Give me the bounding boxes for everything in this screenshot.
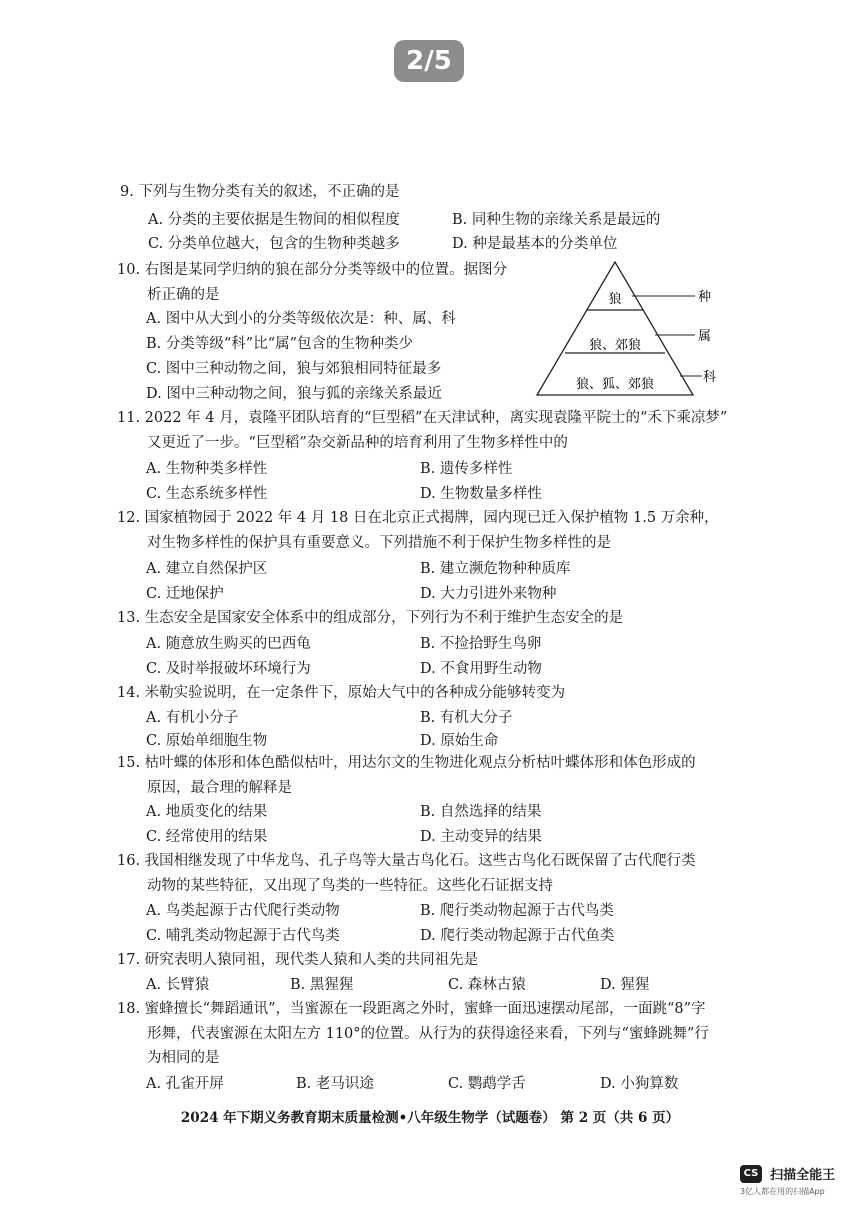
q14-option-c: C. 原始单细胞生物 bbox=[146, 733, 268, 749]
question-11-stem: 11. 2022 年 4 月，袁隆平团队培育的“巨型稻”在天津试种，离实现袁隆平院士的“禾下乘凉梦” 又更近了一步。“巨型稻”杂交新品种的培育利用了生物多样性中的 bbox=[117, 410, 728, 451]
q16-option-a: A. 鸟类起源于古代爬行类动物 bbox=[146, 903, 340, 919]
scanner-watermark bbox=[740, 1163, 848, 1197]
q15-option-c: C. 经常使用的结果 bbox=[146, 829, 268, 845]
question-16-stem: 16. 我国相继发现了中华龙鸟、孔子鸟等大量古鸟化石。这些古鸟化石既保留了古代爬行类 动物的某些特征，又出现了鸟类的一些特征。这些化石证据支持 bbox=[117, 853, 696, 894]
q12-option-a: A. 建立自然保护区 bbox=[146, 561, 268, 577]
q12-option-d: D. 大力引进外来物种 bbox=[420, 586, 557, 602]
q15-option-a: A. 地质变化的结果 bbox=[146, 804, 268, 820]
q17-option-a: A. 长臂猿 bbox=[146, 977, 210, 993]
question-9-stem: 9. 下列与生物分类有关的叙述，不正确的是 bbox=[120, 184, 400, 200]
q12-option-b: B. 建立濒危物种种质库 bbox=[420, 561, 571, 577]
question-17-stem: 17. 研究表明人猿同祖，现代类人猿和人类的共同祖先是 bbox=[117, 952, 479, 968]
q18-option-b: B. 老马识途 bbox=[296, 1076, 374, 1092]
q14-option-a: A. 有机小分子 bbox=[146, 710, 239, 726]
question-12-stem: 12. 国家植物园于 2022 年 4 月 18 日在北京正式揭牌，园内现已迁入保护植物 1.5 万余种， 对生物多样性的保护具有重要意义。下列措施不利于保护生物多样性的是 bbox=[117, 510, 719, 551]
q18-option-d: D. 小狗算数 bbox=[600, 1076, 679, 1092]
scanner-app-name: 扫描全能王 bbox=[770, 1168, 836, 1183]
q13-option-c: C. 及时举报破坏环境行为 bbox=[146, 661, 311, 677]
rank-label-species: 种 bbox=[698, 290, 712, 305]
q11-option-d: D. 生物数量多样性 bbox=[420, 486, 542, 502]
q10-option-a: A. 图中从大到小的分类等级依次是：种、属、科 bbox=[146, 311, 456, 327]
q13-option-b: B. 不捡拾野生鸟卵 bbox=[420, 636, 542, 652]
question-18-stem: 18. 蜜蜂擅长“舞蹈通讯”，当蜜源在一段距离之外时，蜜蜂一面迅速摆动尾部，一面跳“8”字 形舞，代表蜜源在太阳左方 110°的位置。从行为的获得途径来看，下列与“蜜蜂跳舞”行 为相同的是 bbox=[117, 1001, 709, 1066]
rank-label-family: 科 bbox=[703, 370, 717, 385]
page-footer: 2024 年下期义务教育期末质量检测•八年级生物学（试题卷） 第 2 页（共 6 页） bbox=[180, 1110, 680, 1126]
q16-option-c: C. 哺乳类动物起源于古代鸟类 bbox=[146, 928, 340, 944]
q17-option-d: D. 猩猩 bbox=[600, 977, 650, 993]
pyramid-level-1: 狼 bbox=[608, 292, 622, 307]
q12-option-c: C. 迁地保护 bbox=[146, 586, 224, 602]
q9-option-d: D. 种是最基本的分类单位 bbox=[452, 236, 618, 252]
question-13-stem: 13. 生态安全是国家安全体系中的组成部分，下列行为不利于维护生态安全的是 bbox=[117, 610, 624, 626]
classification-pyramid-diagram bbox=[530, 258, 730, 403]
q15-option-d: D. 主动变异的结果 bbox=[420, 829, 542, 845]
q16-option-b: B. 爬行类动物起源于古代鸟类 bbox=[420, 903, 614, 919]
q15-option-b: B. 自然选择的结果 bbox=[420, 804, 542, 820]
q13-option-d: D. 不食用野生动物 bbox=[420, 661, 542, 677]
pyramid-outline bbox=[537, 262, 693, 395]
q11-option-a: A. 生物种类多样性 bbox=[146, 461, 268, 477]
q13-option-a: A. 随意放生购买的巴西龟 bbox=[146, 636, 311, 652]
q9-option-c: C. 分类单位越大，包含的生物种类越多 bbox=[148, 236, 400, 252]
q10-option-b: B. 分类等级“科”比“属”包含的生物种类少 bbox=[146, 336, 414, 352]
rank-label-genus: 属 bbox=[698, 329, 712, 344]
question-10-stem: 10. 右图是某同学归纳的狼在部分分类等级中的位置。据图分 析正确的是 bbox=[117, 262, 508, 303]
question-15-stem: 15. 枯叶蝶的体形和体色酷似枯叶，用达尔文的生物进化观点分析枯叶蝶体形和体色形成的 原因，最合理的解释是 bbox=[117, 755, 696, 796]
q9-option-b: B. 同种生物的亲缘关系是最远的 bbox=[452, 212, 661, 228]
q17-option-b: B. 黑猩猩 bbox=[290, 977, 354, 993]
q9-option-a: A. 分类的主要依据是生物间的相似程度 bbox=[148, 212, 400, 228]
q14-option-d: D. 原始生命 bbox=[420, 733, 499, 749]
pyramid-level-3: 狼、狐、郊狼 bbox=[575, 377, 655, 392]
scanner-tagline: 3亿人都在用的扫描App bbox=[740, 1187, 825, 1196]
q18-option-c: C. 鹦鹉学舌 bbox=[448, 1076, 526, 1092]
pyramid-level-2: 狼、郊狼 bbox=[588, 338, 642, 353]
q18-option-a: A. 孔雀开屏 bbox=[146, 1076, 224, 1092]
q17-option-c: C. 森林古猿 bbox=[448, 977, 526, 993]
q10-option-d: D. 图中三种动物之间，狼与狐的亲缘关系最近 bbox=[146, 386, 442, 402]
q11-option-b: B. 遗传多样性 bbox=[420, 461, 513, 477]
q16-option-d: D. 爬行类动物起源于古代鱼类 bbox=[420, 928, 615, 944]
q14-option-b: B. 有机大分子 bbox=[420, 710, 513, 726]
page-indicator-badge: 2/5 bbox=[394, 40, 464, 82]
camscanner-logo-icon: CS bbox=[740, 1165, 762, 1183]
question-14-stem: 14. 米勒实验说明，在一定条件下，原始大气中的各种成分能够转变为 bbox=[117, 685, 566, 701]
q11-option-c: C. 生态系统多样性 bbox=[146, 486, 268, 502]
q10-option-c: C. 图中三种动物之间，狼与郊狼相同特征最多 bbox=[146, 361, 442, 377]
